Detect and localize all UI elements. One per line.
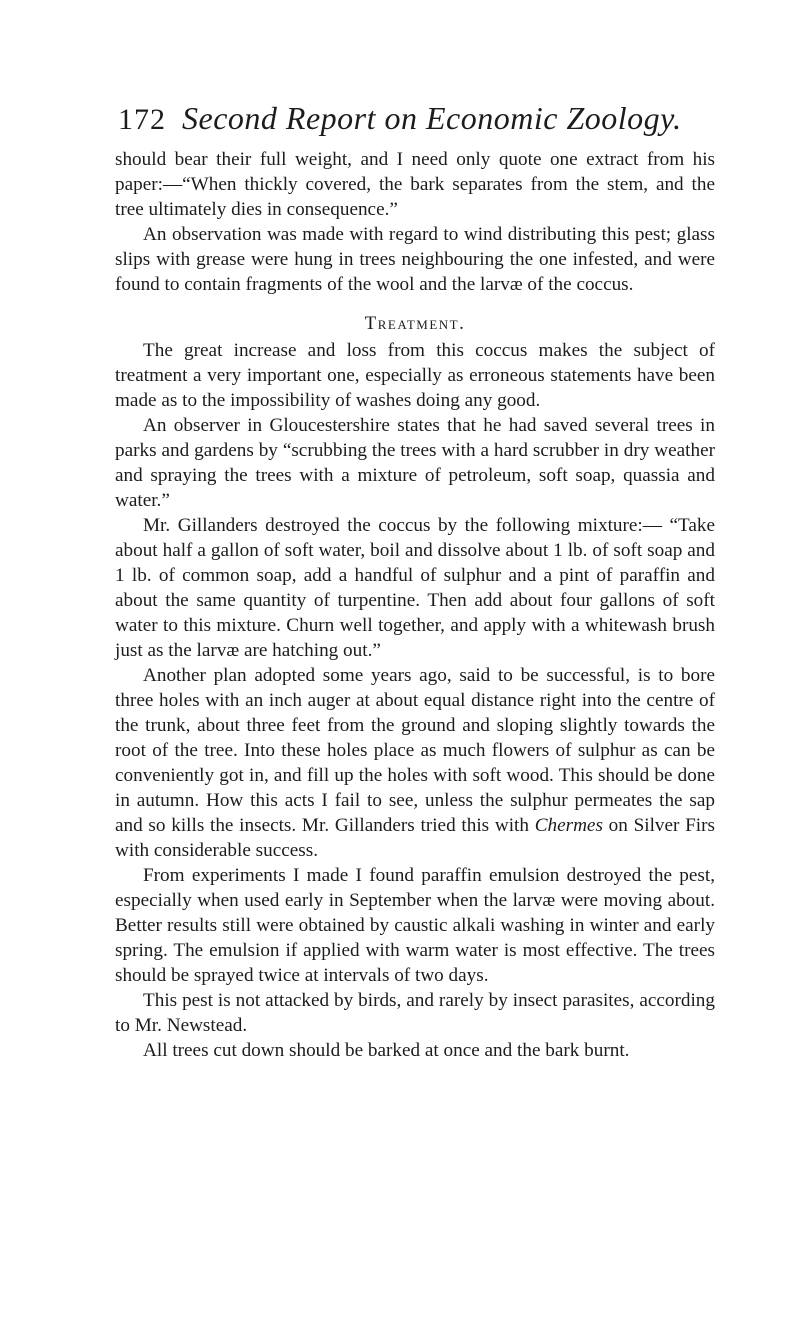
running-head (118, 100, 738, 144)
auger-method-text-end: on Silver Firs with considerable success. (115, 815, 715, 861)
running-title: Second Report on Economic Zoology. (182, 100, 682, 136)
page-number: 172 (118, 103, 166, 136)
paragraph-barking-trees: All trees cut down should be barked at once and the bark burnt. (143, 1040, 630, 1061)
section-heading-treatment: Treatment. (364, 313, 466, 334)
body-text (115, 147, 715, 1063)
paragraph-paraffin-emulsion: From experiments I made I found paraffin emulsion destroyed the pest, especially when used early in September when the larvæ were moving about. Better results still were obtained by caustic alkali washing in winter and early spring. The emulsion if applied with warm water is most effective. The trees should be sprayed twice at intervals of two days. (115, 865, 715, 986)
paragraph-treatment-importance: The great increase and loss from this coccus makes the subject of treatment a very important one, especially as erroneous statements have been made as to the impossibility of washes doing any good. (115, 340, 715, 411)
paragraph-wind-distribution: An observation was made with regard to wind distributing this pest; glass slips with grease were hung in trees neighbouring the one infested, and were found to contain fragments of the wool and the larvæ of the coccus. (115, 224, 715, 295)
paragraph-quote-extract: should bear their full weight, and I need only quote one extract from his paper:—“When thickly covered, the bark separates from the stem, and the tree ultimately dies in consequence.” (115, 149, 715, 220)
auger-method-text: Another plan adopted some years ago, said to be successful, is to bore three holes with an inch auger at about equal distance right into the centre of the trunk, about three feet from the ground and sloping slightly towards the root of the tree. Into these holes place as much flowers of sulphur as can be conveniently got in, and fill up the holes with soft wood. This should be done in autumn. How this acts I fail to see, unless the sulphur permeates the sap and so kills the insects. Mr. Gillanders tried this with (115, 665, 715, 836)
paragraph-natural-enemies: This pest is not attacked by birds, and rarely by insect parasites, according to Mr. Newstead. (115, 990, 715, 1036)
paragraph-gillanders-mixture: Mr. Gillanders destroyed the coccus by the following mixture:— “Take about half a gallon of soft water, boil and dissolve about 1 lb. of soft soap and 1 lb. of common soap, add a handful of sulphur and a pint of paraffin and about the same quantity of turpentine. Then add about four gallons of soft water to this mixture. Churn well together, and apply with a whitewash brush just as the larvæ are hatching out.” (115, 515, 715, 661)
chermes-italic: Chermes (534, 815, 603, 836)
paragraph-auger-method (115, 663, 715, 863)
paragraph-gloucestershire-observer: An observer in Gloucestershire states that he had saved several trees in parks and gardens by “scrubbing the trees with a hard scrubber in dry weather and spraying the trees with a mixture of petroleum, soft soap, quassia and water.” (115, 415, 715, 511)
